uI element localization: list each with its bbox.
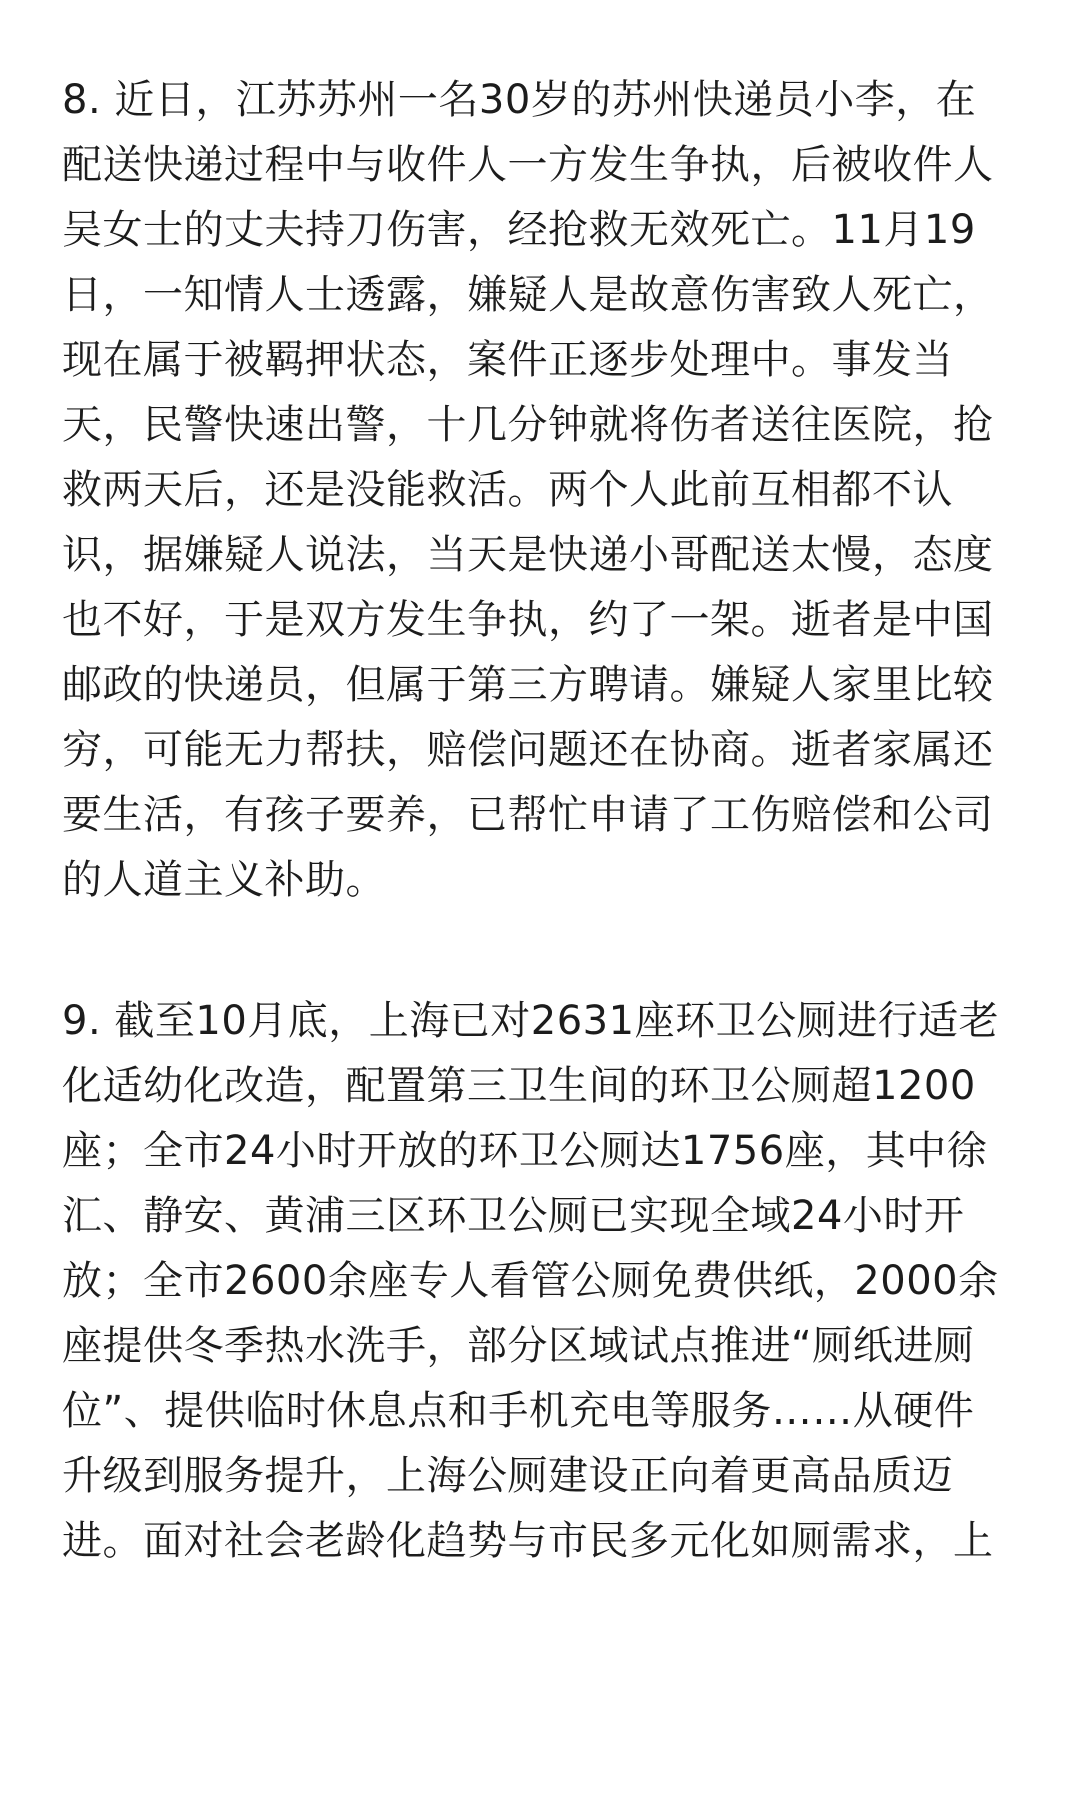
text-line: 配送快递过程中与收件人一方发生争执，后被收件人 xyxy=(62,142,994,188)
text-line: 日，一知情人士透露，嫌疑人是故意伤害致人死亡， xyxy=(62,272,994,318)
text-line: 升级到服务提升，上海公厕建设正向着更高品质迈 xyxy=(62,1453,953,1499)
text-line: 也不好，于是双方发生争执，约了一架。逝者是中国 xyxy=(62,597,994,643)
text-line: 化适幼化改造，配置第三卫生间的环卫公厕超1200 xyxy=(62,1063,976,1109)
text-line: 8. 近日，江苏苏州一名30岁的苏州快递员小李，在 xyxy=(62,77,977,123)
text-line: 识，据嫌疑人说法，当天是快递小哥配送太慢，态度 xyxy=(62,532,994,578)
text-line: 天，民警快速出警，十几分钟就将伤者送往医院，抢 xyxy=(62,402,994,448)
text-line: 邮政的快递员，但属于第三方聘请。嫌疑人家里比较 xyxy=(62,662,994,708)
text-line: 要生活，有孩子要养，已帮忙申请了工伤赔偿和公司 xyxy=(62,792,994,838)
text-line: 放；全市2600余座专人看管公厕免费供纸，2000余 xyxy=(62,1258,999,1304)
text-line: 现在属于被羁押状态，案件正逐步处理中。事发当 xyxy=(62,337,953,383)
text-line: 的人道主义补助。 xyxy=(62,857,386,903)
text-line: 座；全市24小时开放的环卫公厕达1756座，其中徐 xyxy=(62,1128,988,1174)
text-line: 9. 截至10月底，上海已对2631座环卫公厕进行适老 xyxy=(62,998,1000,1044)
text-line: 位”、提供临时休息点和手机充电等服务……从硬件 xyxy=(62,1388,975,1434)
text-line: 吴女士的丈夫持刀伤害，经抢救无效死亡。11月19 xyxy=(62,207,976,253)
text-line: 救两天后，还是没能救活。两个人此前互相都不认 xyxy=(62,467,953,513)
text-line: 进。面对社会老龄化趋势与市民多元化如厕需求，上 xyxy=(62,1518,994,1564)
text-line: 汇、静安、黄浦三区环卫公厕已实现全域24小时开 xyxy=(62,1193,965,1239)
text-line: 座提供冬季热水洗手，部分区域试点推进“厕纸进厕 xyxy=(62,1323,975,1369)
text-line: 穷，可能无力帮扶，赔偿问题还在协商。逝者家属还 xyxy=(62,727,994,773)
